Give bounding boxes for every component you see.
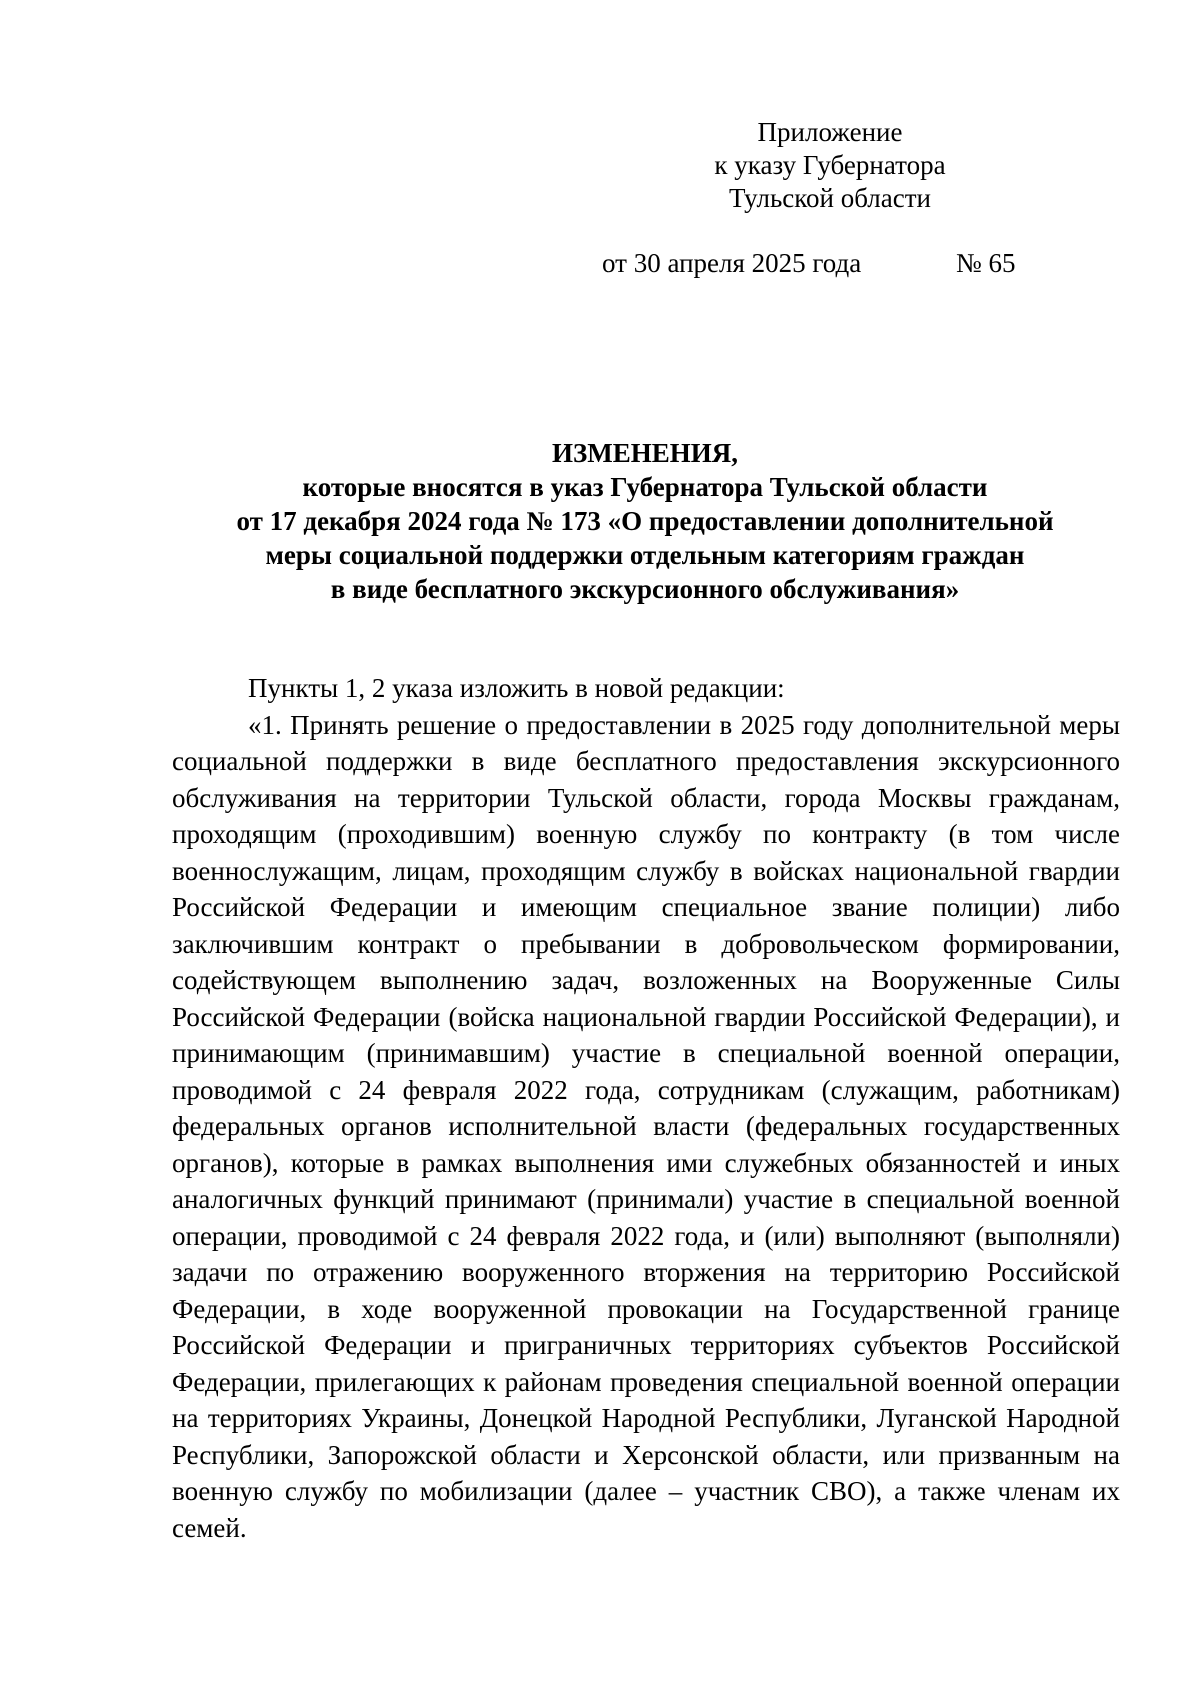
decree-number: № 65 [956, 248, 1016, 278]
decree-date: от 30 апреля 2025 года [602, 248, 862, 278]
document-heading [150, 436, 1140, 606]
appendix-line: Приложение [757, 117, 903, 147]
appendix-line: к указу Губернатора [714, 150, 946, 180]
body-paragraph: «1. Принять решение о предоставлении в 2025 году дополнительной меры социальной поддержки в виде бесплатного предоставления экскурсионного обслуживания на территории Тульской области, города Москвы гражданам, проходящим (проходившим) военную службу по контракту (в том числе военнослужащим, лицам, проходящим службу в войсках национальной гвардии Российской Федерации и имеющим специальное звание полиции) либо заключившим контракт о пребывании в добровольческом формировании, содействующем выполнению задач, возложенных на Вооруженные Силы Российской Федерации (войска национальной гвардии Российской Федерации), и принимающим (принимавшим) участие в специальной военной операции, проводимой с 24 февраля 2022 года, сотрудникам (служащим, работникам) федеральных органов исполнительной власти (федеральных государственных органов), которые в рамках выполнения ими служебных обязанностей и иных аналогичных функций принимают (принимали) участие в специальной военной операции, проводимой с 24 февраля 2022 года, и (или) выполняют (выполняли) задачи по отражению вооруженного вторжения на территорию Российской Федерации, в ходе вооруженной провокации на Государственной границе Российской Федерации и приграничных территориях субъектов Российской Федерации, прилегающих к районам проведения специальной военной операции на территориях Украины, Донецкой Народной Республики, Луганской Народной Республики, Запорожской области и Херсонской области, или призванным на военную службу по мобилизации (далее – участник СВО), а также членам их семей. [172, 709, 1120, 1543]
intro-paragraph: Пункты 1, 2 указа изложить в новой редакции: [248, 673, 785, 703]
heading-line: от 17 декабря 2024 года № 173 «О предоставлении дополнительной [236, 506, 1054, 536]
heading-line: в виде бесплатного экскурсионного обслуживания» [330, 574, 960, 604]
heading-line: которые вносятся в указ Губернатора Тульской области [302, 472, 988, 502]
appendix-line: Тульской области [729, 183, 931, 213]
heading-line: меры социальной поддержки отдельным категориям граждан [265, 540, 1025, 570]
document-body [172, 670, 1120, 1546]
appendix-block [680, 116, 980, 215]
heading-title: ИЗМЕНЕНИЯ, [551, 438, 738, 468]
